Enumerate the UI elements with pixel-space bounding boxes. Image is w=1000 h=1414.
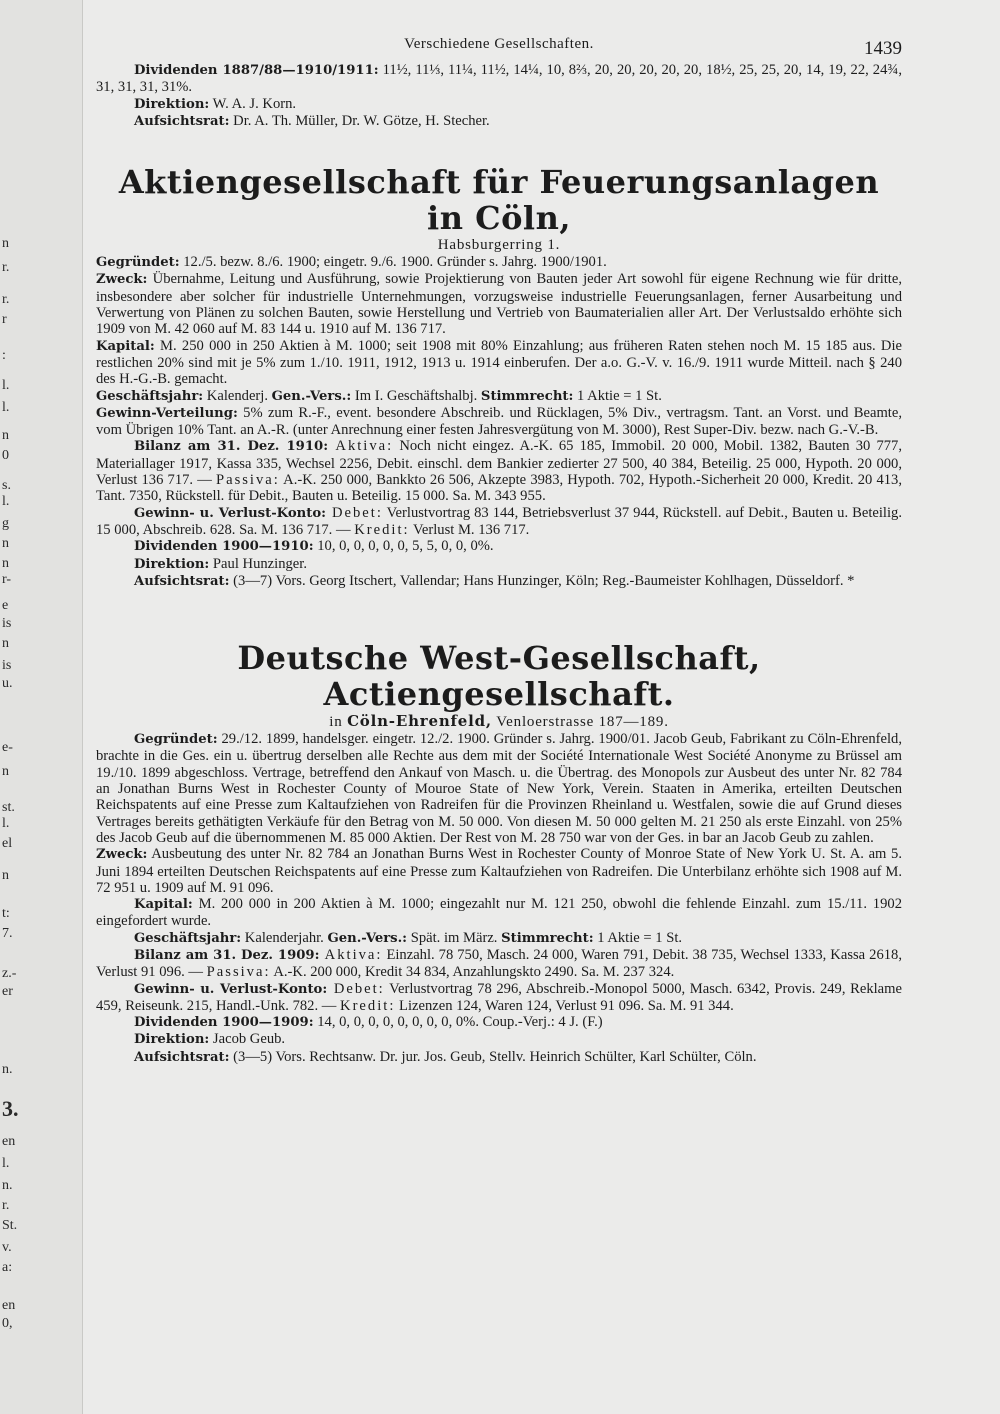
label: Gewinn- u. Verlust-Konto: [134,981,328,997]
value: Spät. im März. [407,929,502,946]
margin-fragment: r. [2,260,10,275]
margin-fragment: el [2,836,13,851]
value: Im I. Geschäftshalbj. [351,387,481,404]
purpose [96,271,902,337]
margin-fragment: er [2,984,13,999]
margin-fragment: l. [2,816,10,831]
company-address: Habsburgerring 1. [437,237,561,254]
fiscal-year [96,388,902,405]
profit-distribution [96,405,902,439]
founded [96,254,902,271]
margin-fragment: e [2,598,9,613]
balance-sheet [96,438,902,504]
margin-fragment: en [2,1134,16,1149]
value: W. A. J. Korn. [209,95,297,112]
value: Einzahl. 78 750, Masch. 24 000, Waren 791, Debit. 38 735, Wechsel 1333, Kassa 2618, Verlust 91 096. — [96,946,902,981]
previous-entry [96,62,902,130]
margin-fragment: l. [2,378,10,393]
value: Lizenzen 124, Waren 124, Verlust 91 096. Sa. M. 91 344. [395,997,734,1014]
margin-fragment: s. [2,478,11,493]
margin-fragment: u. [2,676,13,691]
label: Kapital: [96,338,155,354]
company-title: Aktiengesellschaft für Feuerungsanlagen in Cöln, [118,163,880,238]
label: Direktion: [134,96,210,112]
margin-fragment: g [2,516,9,531]
margin-fragments [2,0,24,1414]
label: Zweck: [96,847,148,863]
margin-fragment: n [2,764,9,779]
margin-fragment: n [2,636,9,651]
margin-fragment: n [2,536,9,551]
label: Aufsichtsrat: [134,573,230,589]
label: Gewinn-Verteilung: [96,405,238,421]
margin-fragment: n [2,556,9,571]
value: Übernahme, Leitung und Ausführung, sowie Projektierung von Bauten jeder Art sowohl für eigene Rechnung wie für dritte, insbesondere aber solcher für industrielle Unternehmungen, vorzugsweise industrielle Feuerungsanlagen, ferner Ausarbeitung und Verwertung von Plänen zu solchen Bauten, sowie Herstellung und Vertrieb von Baumaterialien aller Art. Der Verlustsaldo erhöhte sich 1909 von M. 42 060 auf M. 83 144 u. 1910 auf M. 136 717. [96,271,902,338]
label: Direktion: [134,556,210,572]
margin-fragment: en [2,1298,16,1313]
debet-label: Debet: [327,980,385,997]
margin-fragment: 0 [2,448,9,463]
label: Bilanz am 31. Dez. 1909: [134,947,320,963]
margin-fragment: r- [2,572,12,587]
label: Gewinn- u. Verlust-Konto: [134,505,326,521]
dividends [96,1014,902,1031]
value: A.-K. 200 000, Kredit 34 834, Anzahlungskto 2490. Sa. M. 237 324. [270,964,675,981]
margin-fragment: St. [2,1218,18,1233]
margin-fragment: is [2,616,12,631]
founded [96,731,902,846]
company-entry-1 [96,164,902,590]
value: Verlust M. 136 717. [409,521,530,538]
page-number: 1439 [864,38,902,59]
value: Kalenderjahr. [241,929,328,946]
margin-fragment: l. [2,1156,10,1171]
kredit-label: Kredit: [354,521,410,538]
street: Venloerstrasse 187—189. [491,714,669,731]
prev-dividends [96,62,902,96]
label: Direktion: [134,1032,210,1048]
label: Gegründet: [134,732,218,748]
profit-loss-account [96,981,902,1015]
label: Kapital: [134,897,193,913]
prev-supervisory-board [96,113,902,130]
capital [96,896,902,930]
label: Gegründet: [96,255,180,271]
label: Zweck: [96,272,148,288]
loc-prefix: in [329,714,348,731]
label: Gen.-Vers.: [271,388,352,404]
margin-fragment: : [2,348,6,363]
label: Stimmrecht: [501,930,594,946]
margin-fragment: t: [2,906,10,921]
company-entry-2 [96,640,902,1066]
margin-fragment: v. [2,1240,12,1255]
aktiva-label: Aktiva: [328,438,394,455]
margin-fragment: n [2,236,9,251]
value: Kalenderj. [203,387,272,404]
margin-fragment: e- [2,740,13,755]
value: Verlustvortrag 83 144, Betriebsverlust 37 944, Rückstell. auf Debit., Bauten u. Beteilig. 15 000, Abschreib. 628. Sa. M. 136 717. — [96,504,902,538]
passiva-label: Passiva: [206,964,271,981]
capital [96,338,902,388]
label: Aufsichtsrat: [134,1049,230,1065]
value: Paul Hunzinger. [209,555,307,572]
city: Cöln-Ehrenfeld, [347,712,492,731]
value: (3—7) Vors. Georg Itschert, Vallendar; Hans Hunzinger, Köln; Reg.-Baumeister Kohlhagen, Düsseldorf. * [229,572,855,589]
direction [96,1031,902,1048]
label: Geschäftsjahr: [96,388,204,404]
margin-fragment: n [2,428,9,443]
margin-fragment: l. [2,400,10,415]
value: (3—5) Vors. Rechtsanw. Dr. jur. Jos. Geub, Stellv. Heinrich Schülter, Karl Schülter, Cöln. [229,1048,757,1065]
purpose [96,846,902,896]
label: Stimmrecht: [480,388,574,404]
value: 14, 0, 0, 0, 0, 0, 0, 0, 0, 0%. Coup.-Verj.: 4 J. (F.) [313,1014,603,1031]
prev-direction [96,96,902,113]
margin-fragment: r. [2,1198,10,1213]
margin-fragment: l. [2,494,10,509]
page [96,36,902,1066]
value: 29./12. 1899, handelsger. eingetr. 12./2. 1900. Gründer s. Jahrg. 1900/01. Jacob Geub, Fabrikant zu Cöln-Ehrenfeld, brachte in die Ges. ein u. übertrug derselben alle Rechte aus dem mit der Société Internationale West Société Anonyme zu Brüssel am 19./10. 1899 abgeschloss. Vertrage, betreffend den Ankauf von Masch. u. die Übertrag. des Monopols zur Ausbeut des unter Nr. 82 784 an Jonathan Burns West in Rochester County of Mouroe State of New York, Verein. Staaten in Amerika, erteilten Deutschen Reichspatents auf eine Presse zum Kaltaufziehen von Radreifen für die Provinzen Rheinland u. Westfalen, sowie die auf Grund dieses Vertrages bereits gethätigten Verkäufe für den Betrag von M. 50 000. Von diesen M. 50 000 gelten M. 21 250 als erste Einzahl. von 25% des Jacob Geub auf die übernommenen M. 85 000 Aktien. Der Rest von M. 28 750 war von der Ges. in bar an Jacob Geub zu zahlen. [96,731,902,846]
label: Gen.-Vers.: [327,930,408,946]
profit-loss-account [96,505,902,539]
value: Dr. A. Th. Müller, Dr. W. Götze, H. Stecher. [229,112,490,129]
balance-sheet [96,947,902,981]
value: 1 Aktie = 1 St. [593,929,683,946]
value: 10, 0, 0, 0, 0, 0, 5, 5, 0, 0, 0%. [313,538,494,555]
label: Bilanz am 31. Dez. 1910: [134,439,329,455]
supervisory-board [96,573,902,590]
value: Ausbeutung des unter Nr. 82 784 an Jonathan Burns West in Rochester County of Monroe State of New York U. St. A. am 5. Juni 1894 erteilten Deutschen Reichspatents auf eine Presse zum Kaltaufziehen von Radreifen. Die Unterbilanz erhöhte sich 1908 auf M. 72 951 u. 1909 auf M. 91 096. [96,846,902,896]
value: M. 250 000 in 250 Aktien à M. 1000; seit 1908 mit 80% Einzahlung; aus früheren Raten stehen noch M. 15 185 aus. Die restlichen 20% sind mit je 5% zum 1./10. 1911, 1912, 1913 u. 1914 einberufen. Der a.o. G.-V. v. 16./9. 1911 wurde Mitteil. nach § 240 des H.-G.-B. gemacht. [96,337,902,388]
margin-fragment: n [2,868,9,883]
margin-fragment: r [2,312,7,327]
supervisory-board [96,1049,902,1066]
value: 11½, 11⅓, 11¼, 11½, 14¼, 10, 8⅔, 20, 20, 20, 20, 20, 18½, 25, 25, 20, 14, 19, 22, 24¾, 31, 31, 31, 31%. [96,62,902,96]
label: Dividenden 1887/88—1910/1911: [134,63,379,78]
page-header [96,36,902,62]
fiscal-year [96,930,902,947]
company-title: Deutsche West-Gesellschaft, Actiengesellschaft. [237,639,761,714]
dividends [96,538,902,555]
value: Verlustvortrag 78 296, Abschreib.-Monopol 5000, Masch. 6342, Provis. 249, Reklame 459, Reiseunk. 215, Handl.-Unk. 782. — [96,980,902,1014]
value: 1 Aktie = 1 St. [573,387,662,404]
running-title: Verschiedene Gesellschaften. [404,36,594,52]
margin-fragment: n. [2,1062,13,1077]
label: Dividenden 1900—1909: [134,1015,314,1031]
company-location [96,712,902,731]
margin-fragment: is [2,658,12,673]
value: Jacob Geub. [209,1031,286,1048]
direction [96,556,902,573]
margin-fragment: st. [2,800,15,815]
label: Geschäftsjahr: [134,930,242,946]
margin-fragment: r. [2,292,10,307]
aktiva-label: Aktiva: [319,946,383,963]
value: M. 200 000 in 200 Aktien à M. 1000; eingezahlt nur M. 121 250, obwohl die fehlende Einzahl. zum 15./11. 1902 eingefordert wurde. [96,896,902,930]
margin-fragment: 7. [2,926,13,941]
margin-fragment: n. [2,1178,13,1193]
value: 12./5. bezw. 8./6. 1900; eingetr. 9./6. 1900. Gründer s. Jahrg. 1900/1901. [179,254,607,271]
value: Noch nicht eingez. A.-K. 65 185, Immobil. 20 000, Mobil. 1382, Bauten 30 777, Materiallager 1917, Kassa 335, Wechsel 2256, Debit. einschl. dem Bankier zedierter 27 500, 40 384, Beteilig. 25 000, Hypoth. 20 000, Verlust 136 717. — [96,438,902,489]
value: A.-K. 250 000, Bankkto 26 506, Akzepte 3983, Hypoth. 702, Hypoth.-Sicherheit 20 000, Kredit. 20 413, Tant. 7350, Rückstell. für Debit., Bauten u. Beteilig. 15 000. Sa. M. 343 955. [96,472,902,505]
kredit-label: Kredit: [340,997,396,1014]
passiva-label: Passiva: [215,472,280,489]
label: Dividenden 1900—1910: [134,539,314,555]
value: 5% zum R.-F., event. besondere Abschreib. und Rücklagen, 5% Div., vertragsm. Tant. an Vorst. und Beamte, vom Übrigen 10% Tant. an A.-R. (unter Anrechnung einer festen Jahresvergütung von M. 3000), Rest Super-Div. bezw. nach G.-V.-B. [96,404,902,439]
debet-label: Debet: [325,504,383,521]
margin-fragment: 0, [2,1316,13,1331]
margin-fragment: z.- [2,966,17,981]
label: Aufsichtsrat: [134,113,230,129]
margin-fragment: 3. [2,1096,19,1121]
margin-fragment: a: [2,1260,13,1275]
